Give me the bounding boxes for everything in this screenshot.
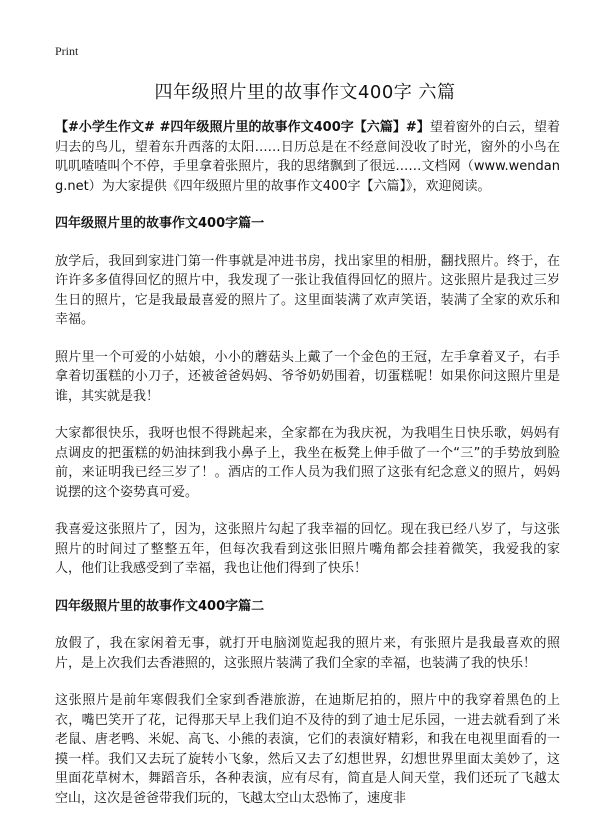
document-title: 四年级照片里的故事作文400字 六篇: [154, 82, 456, 103]
section-paragraph: 放学后，我回到家进门第一件事就是冲进书房，找出家里的相册，翻找照片。终于，在许许多多值得回忆的照片中，我发现了一张让我值得回忆的照片。这张照片是我过三岁生日的照片，它是我最最喜爱的照片了。这里面装满了欢声笑语，装满了全家的欢乐和幸福。: [55, 253, 560, 327]
section-paragraph: 放假了，我在家闲着无事，就打开电脑浏览起我的照片来，有张照片是我最喜欢的照片，是上次我们去香港照的，这张照片装满了我们全家的幸福，也装满了我的快乐！: [55, 636, 560, 671]
print-label: Print: [55, 44, 79, 58]
intro-tag: 【#小学生作文# #四年级照片里的故事作文400字【六篇】#】: [55, 120, 430, 135]
document-body: [55, 118, 560, 826]
section-paragraph: 照片里一个可爱的小姑娘，小小的蘑菇头上戴了一个金色的王冠，左手拿着叉子，右手拿着切蛋糕的小刀子，还被爸爸妈妈、爷爷奶奶围着，切蛋糕呢！如果你问这照片里是谁，其实就是我！: [55, 349, 560, 404]
intro-text: 望着窗外的白云，望着归去的鸟儿，望着东升西落的太阳……日历总是在不经意间没收了时光，窗外的小鸟在叽叽喳喳叫个不停，手里拿着张照片，我的思绪飘到了很远……文档网（www.wendang.net）为大家提供《四年级照片里的故事作文400字【六篇】》，欢迎阅读。: [55, 120, 560, 194]
section-paragraph: 这张照片是前年寒假我们全家到香港旅游，在迪斯尼拍的，照片中的我穿着黑色的上衣，嘴巴笑开了花，记得那天早上我们迫不及待的到了迪士尼乐园，一进去就看到了米老鼠、唐老鸭、米妮、高飞、小熊的表演，它们的表演好精彩，和我在电视里面看的一摸一样。我们又去玩了旋转小飞象，然后又去了幻想世界，幻想世界里面太美妙了，这里面花草树木，舞蹈音乐，各种表演，应有尽有，简直是人间天堂，我们还玩了飞越太空山，这次是爸爸带我们玩的，飞越太空山太恐怖了，速度非: [55, 693, 560, 806]
section-paragraph: 大家都很快乐，我呀也恨不得跳起来，全家都在为我庆祝，为我唱生日快乐歌，妈妈有点调皮的把蛋糕的奶油抹到我小鼻子上，我坐在板凳上伸手做了一个“三”的手势放到脸前，来证明我已经三岁了！。酒店的工作人员为我们照了这张有纪念意义的照片，妈妈说摆的这个姿势真可爱。: [55, 426, 560, 500]
section-paragraph: 我喜爱这张照片了，因为，这张照片勾起了我幸福的回忆。现在我已经八岁了，与这张照片的时间过了整整五年，但每次我看到这张旧照片嘴角都会挂着微笑，我爱我的家人，他们让我感受到了幸福，我也让他们得到了快乐！: [55, 522, 560, 576]
intro-paragraph: [55, 118, 560, 196]
section-heading: 四年级照片里的故事作文400字篇一: [55, 216, 265, 231]
section-heading: 四年级照片里的故事作文400字篇二: [55, 598, 265, 614]
